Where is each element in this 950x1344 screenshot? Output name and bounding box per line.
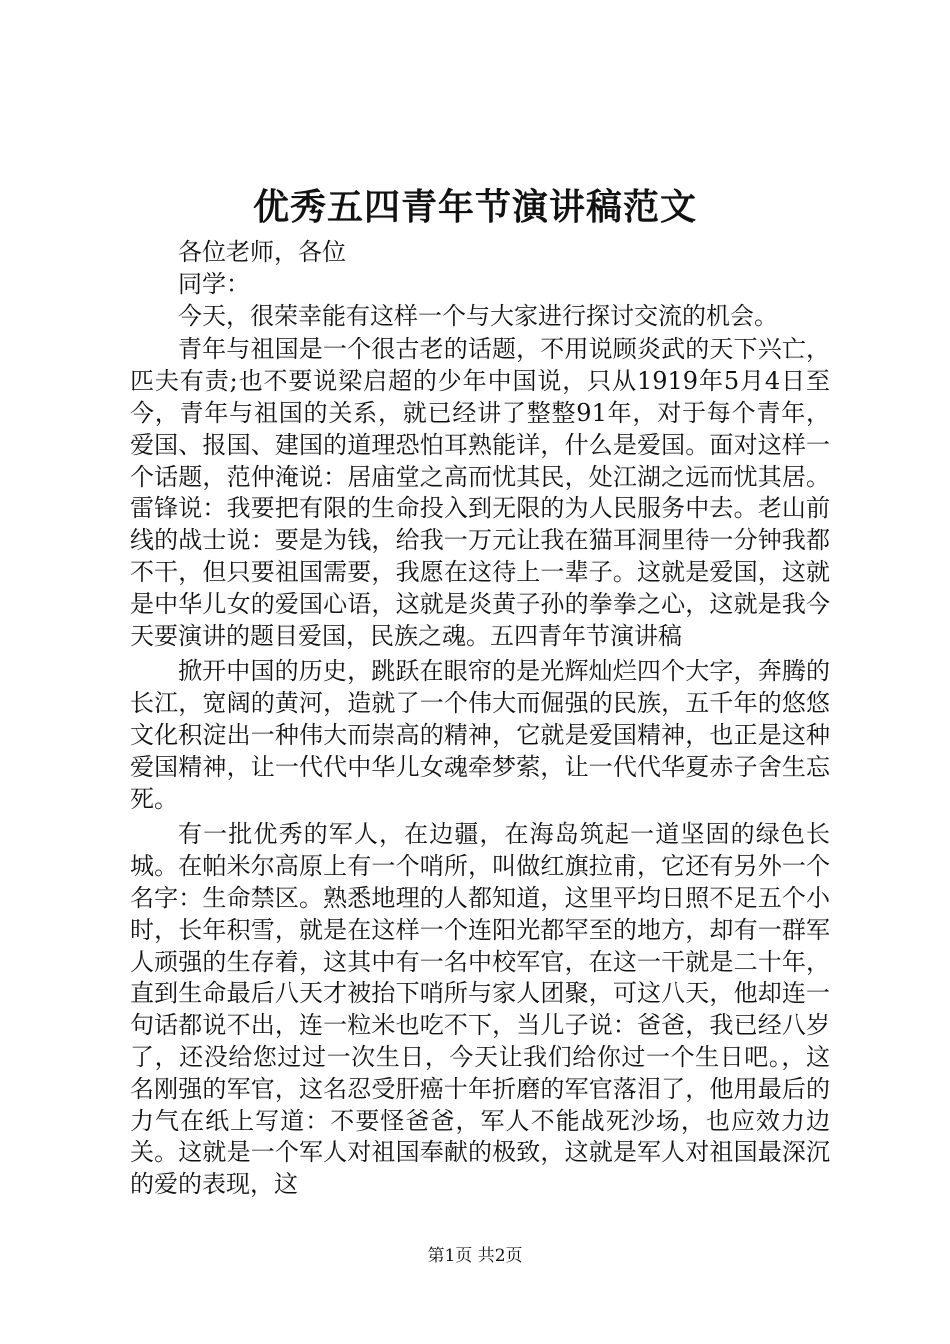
document-body bbox=[130, 237, 830, 1201]
body-paragraph: 青年与祖国是一个很古老的话题，不用说顾炎武的天下兴亡，匹夫有责;也不要说梁启超的少年中国说，只从1919年5月4日至今，青年与祖国的关系，就已经讲了整整91年，对于每个青年，爱国、报国、建国的道理恐怕耳熟能详，什么是爱国。面对这样一个话题，范仲淹说：居庙堂之高而忧其民，处江湖之远而忧其居。雷锋说：我要把有限的生命投入到无限的为人民服务中去。老山前线的战士说：要是为钱，给我一万元让我在猫耳洞里待一分钟我都不干，但只要祖国需要，我愿在这待上一辈子。这就是爱国，这就是中华儿女的爱国心语，这就是炎黄子孙的拳拳之心，这就是我今天要演讲的题目爱国，民族之魂。五四青年节演讲稿 bbox=[130, 335, 830, 650]
body-paragraph: 有一批优秀的军人，在边疆，在海岛筑起一道坚固的绿色长城。在帕米尔高原上有一个哨所，叫做红旗拉甫，它还有另外一个名字：生命禁区。熟悉地理的人都知道，这里平均日照不足五个小时，长年积雪，就是在这样一个连阳光都罕至的地方，却有一群军人顽强的生存着，这其中有一名中校军官，在这一干就是二十年，直到生命最后八天才被抬下哨所与家人团聚，可这八天，他却连一句话都说不出，连一粒米也吃不下，当儿子说：爸爸，我已经八岁了，还没给您过过一次生日，今天让我们给你过一个生日吧。，这名刚强的军官，这名忍受肝癌十年折磨的军官落泪了，他用最后的力气在纸上写道：不要怪爸爸，军人不能战死沙场，也应效力边关。这就是一个军人对祖国奉献的极致，这就是军人对祖国最深沉的爱的表现，这 bbox=[130, 820, 830, 1199]
page-footer bbox=[0, 1244, 950, 1268]
body-paragraph: 今天，很荣幸能有这样一个与大家进行探讨交流的机会。 bbox=[178, 301, 778, 330]
greeting-line: 各位老师，各位 bbox=[178, 238, 346, 266]
body-paragraph: 掀开中国的历史，跳跃在眼帘的是光辉灿烂四个大字，奔腾的长江，宽阔的黄河，造就了一个伟大而倔强的民族，五千年的悠悠文化积淀出一种伟大而崇高的精神，它就是爱国精神，也正是这种爱国精神，让一代代中华儿女魂牵梦萦，让一代代华夏赤子舍生忘死。 bbox=[130, 657, 830, 813]
greeting-line: 同学： bbox=[178, 269, 250, 298]
document-title: 优秀五四青年节演讲稿范文 bbox=[252, 186, 697, 228]
page-number-label: 第1页 共2页 bbox=[427, 1246, 523, 1266]
